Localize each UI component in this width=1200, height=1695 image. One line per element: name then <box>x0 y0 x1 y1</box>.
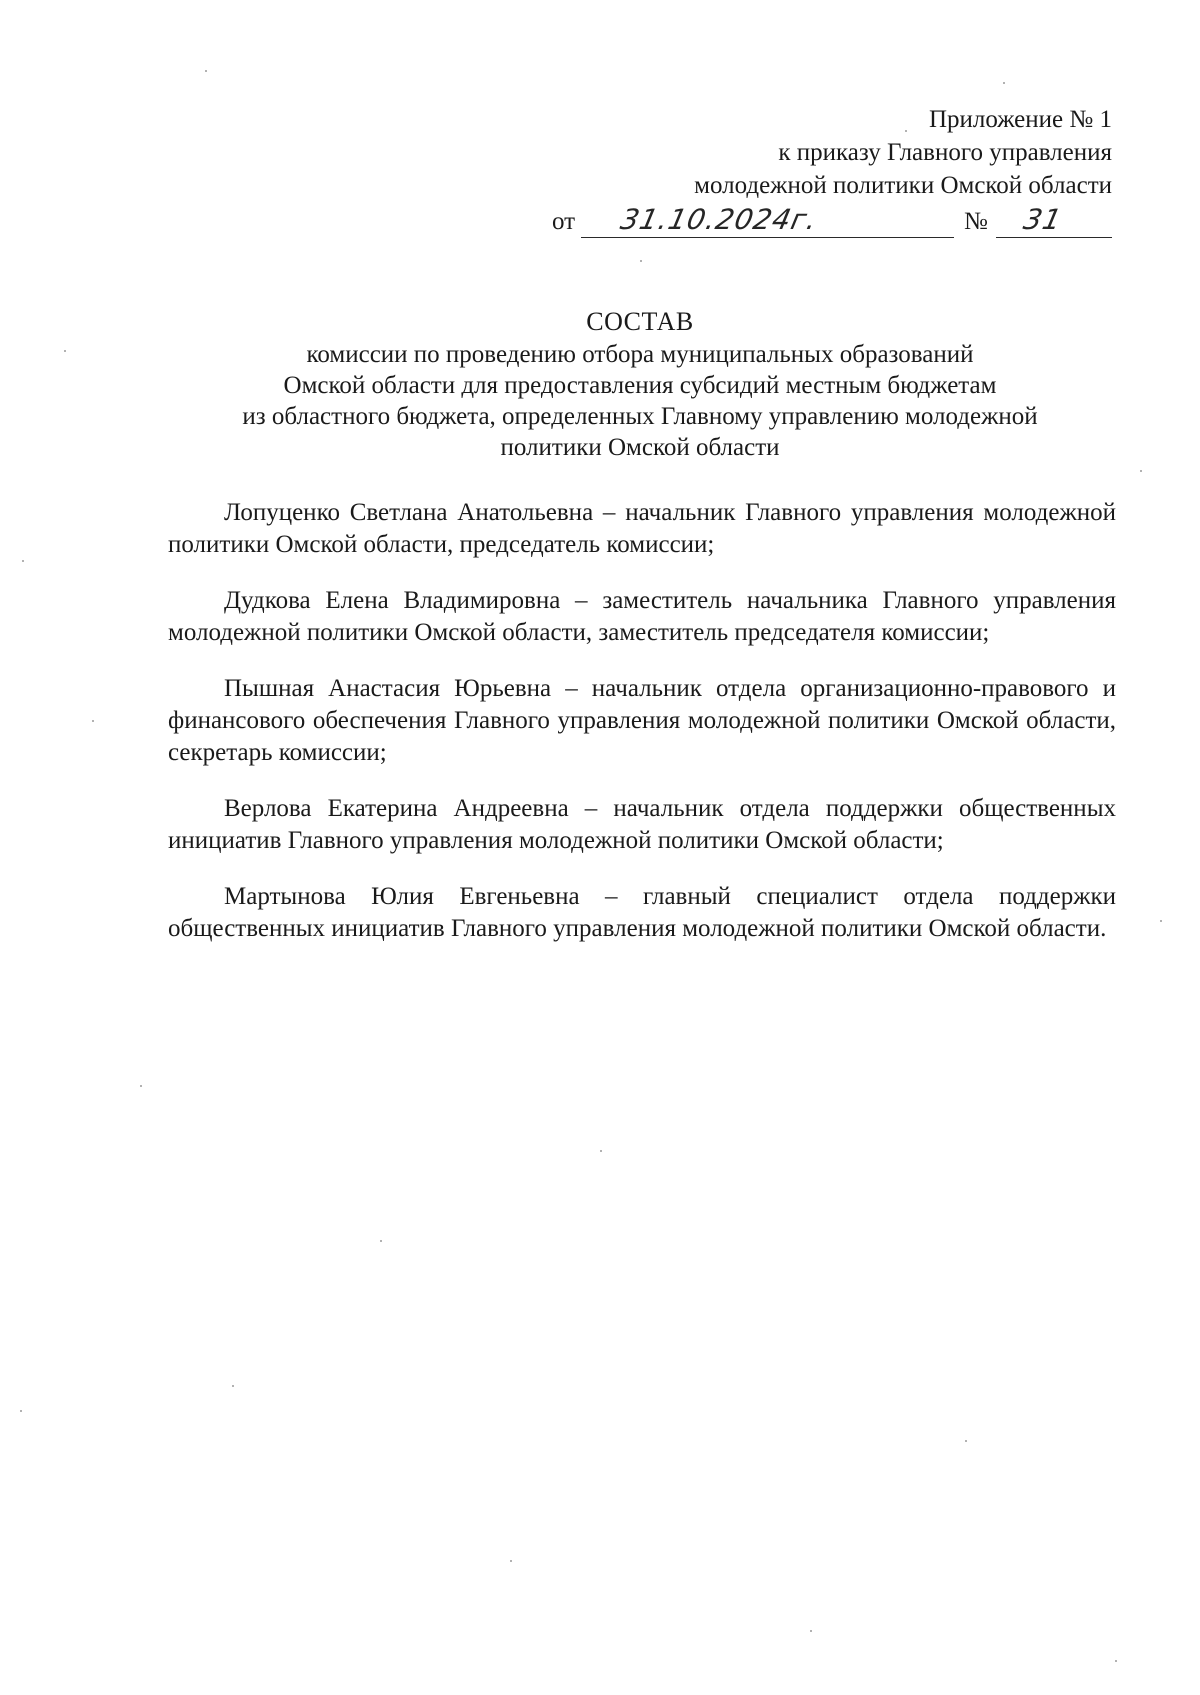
speck <box>810 1630 812 1632</box>
speck <box>600 1150 602 1152</box>
speck <box>205 70 207 72</box>
date-field <box>581 203 954 238</box>
speck <box>905 130 907 132</box>
order-reference: к приказу Главного управления <box>778 139 1112 166</box>
speck <box>640 260 642 262</box>
commission-members <box>168 497 1116 969</box>
document-title <box>150 306 1130 463</box>
member: Верлова Екатерина Андреевна – начальник отдела поддержки общественных инициатив Главного управления молодежной политики Омской области; <box>168 795 1116 854</box>
speck <box>380 1240 382 1242</box>
title-line: из областного бюджета, определенных Главному управлению молодежной <box>242 403 1038 430</box>
number-prefix: № <box>963 208 988 235</box>
speck <box>1140 470 1142 472</box>
number-field <box>996 203 1112 238</box>
title-line: политики Омской области <box>500 434 780 461</box>
speck <box>20 1410 22 1412</box>
appendix-header <box>552 103 1112 238</box>
handwritten-number: 31 <box>1020 203 1066 236</box>
issuing-authority: молодежной политики Омской области <box>694 172 1112 199</box>
speck <box>140 1085 142 1087</box>
member-chairman: Лопуценко Светлана Анатольевна – начальник Главного управления молодежной политики Омской области, председатель комиссии; <box>168 499 1116 558</box>
handwritten-date: 31.10.2024г. <box>617 203 821 236</box>
title-line: комиссии по проведению отбора муниципальных образований <box>306 341 974 368</box>
speck <box>64 350 66 352</box>
appendix-number: Приложение № 1 <box>928 106 1112 133</box>
title-line: Омской области для предоставления субсидий местным бюджетам <box>283 372 997 399</box>
speck <box>510 1560 512 1562</box>
speck <box>22 560 24 562</box>
speck <box>232 1385 234 1387</box>
title-main: СОСТАВ <box>586 307 694 336</box>
speck <box>1160 920 1162 922</box>
speck <box>1003 82 1005 84</box>
speck <box>965 1440 967 1442</box>
member: Мартынова Юлия Евгеньевна – главный специалист отдела поддержки общественных инициатив Главного управления молодежной политики Омской области. <box>168 883 1116 942</box>
speck <box>92 720 94 722</box>
member-deputy-chairman: Дудкова Елена Владимировна – заместитель начальника Главного управления молодежной политики Омской области, заместитель председателя комиссии; <box>168 587 1116 646</box>
date-prefix: от <box>552 208 576 235</box>
order-date-number-line <box>552 202 1112 238</box>
speck <box>1115 1660 1117 1662</box>
member-secretary: Пышная Анастасия Юрьевна – начальник отдела организационно-правового и финансового обеспечения Главного управления молодежной политики Омской области, секретарь комиссии; <box>168 675 1116 766</box>
